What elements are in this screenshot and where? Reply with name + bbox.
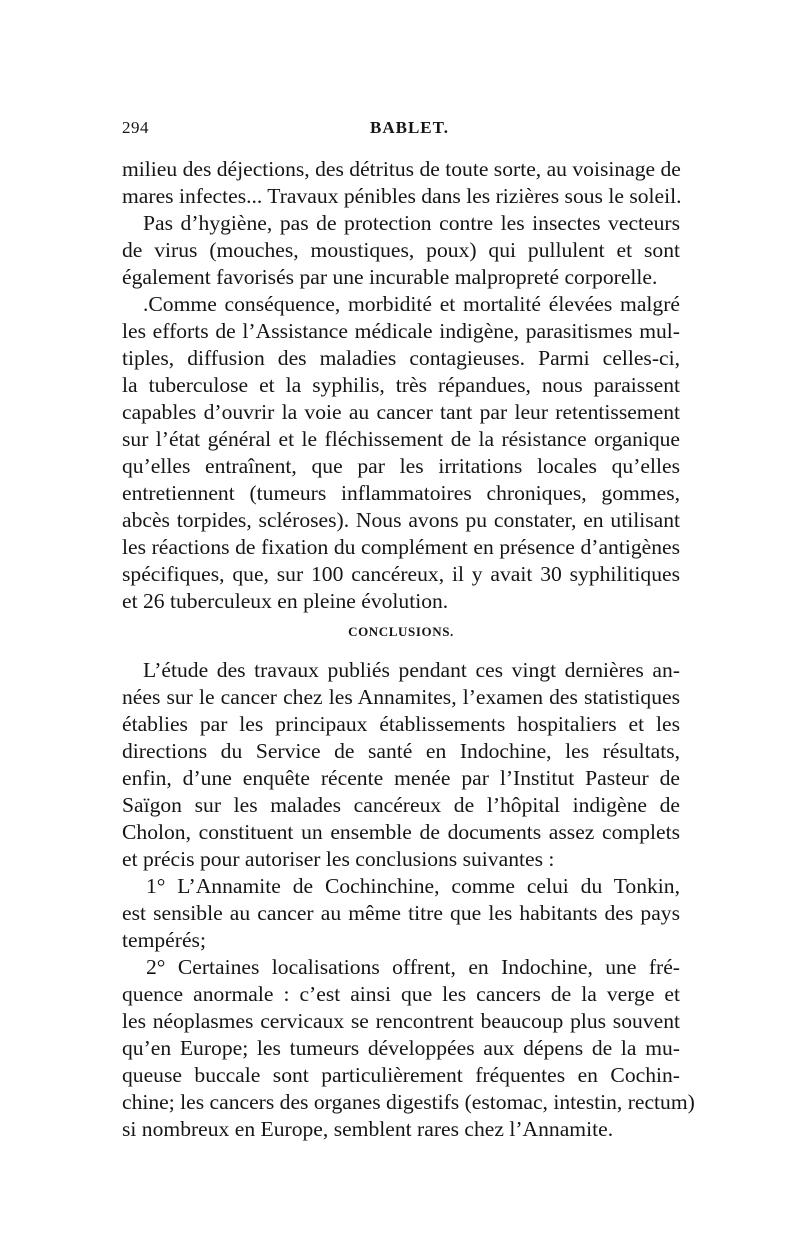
section-title: CONCLUSIONS. — [348, 624, 454, 639]
text-line: spécifiques, que, sur 100 cancéreux, il y avait 30 syphilitiques — [122, 562, 680, 586]
text-line: quence anormale : c’est ainsi que les cancers de la verge et — [122, 982, 680, 1006]
text-line: les réactions de fixation du complément en présence d’antigènes — [122, 535, 680, 559]
text-line: directions du Service de santé en Indochine, les résultats, — [122, 739, 680, 763]
text-line: queuse buccale sont particulièrement fréquentes en Cochin- — [122, 1063, 680, 1087]
page-number: 294 — [122, 118, 149, 137]
text-line: la tuberculose et la syphilis, très répandues, nous paraissent — [122, 373, 680, 397]
text-line: tempérés; — [122, 928, 206, 952]
text-line: qu’elles entraînent, que par les irritations locales qu’elles — [122, 454, 680, 478]
text-line: tiples, diffusion des maladies contagieuses. Parmi celles-ci, — [122, 346, 680, 370]
text-line: enfin, d’une enquête récente menée par l’Institut Pasteur de — [122, 766, 680, 790]
text-line: également favorisés par une incurable malpropreté corporelle. — [122, 265, 658, 289]
text-line: les efforts de l’Assistance médicale indigène, parasitismes mul- — [122, 319, 680, 343]
text-line: établies par les principaux établissements hospitaliers et les — [122, 712, 680, 736]
text-line: et précis pour autoriser les conclusions suivantes : — [122, 847, 555, 871]
text-line: de virus (mouches, moustiques, poux) qui pullulent et sont — [122, 238, 680, 262]
text-line: Saïgon sur les malades cancéreux de l’hôpital indigène de — [122, 793, 680, 817]
text-line: milieu des déjections, des détritus de toute sorte, au voisinage de — [122, 157, 681, 181]
text-line: abcès torpides, scléroses). Nous avons pu constater, en utilisant — [122, 508, 680, 532]
text-line: nées sur le cancer chez les Annamites, l’examen des statistiques — [122, 685, 680, 709]
text-line: les néoplasmes cervicaux se rencontrent beaucoup plus souvent — [122, 1009, 680, 1033]
text-line: 2° Certaines localisations offrent, en Indochine, une fré- — [146, 955, 680, 979]
text-line: est sensible au cancer au même titre que les habitants des pays — [122, 901, 680, 925]
text-line: chine; les cancers des organes digestifs (estomac, intestin, rectum) — [122, 1090, 695, 1114]
text-line: .Comme conséquence, morbidité et mortalité élevées malgré — [143, 292, 680, 316]
text-line: et 26 tuberculeux en pleine évolution. — [122, 589, 449, 613]
text-line: capables d’ouvrir la voie au cancer tant par leur retentissement — [122, 400, 680, 424]
text-line: 1° L’Annamite de Cochinchine, comme celui du Tonkin, — [146, 874, 680, 898]
text-line: sur l’état général et le fléchissement de la résistance organique — [122, 427, 680, 451]
text-line: Cholon, constituent un ensemble de documents assez complets — [122, 820, 680, 844]
text-line: Pas d’hygiène, pas de protection contre les insectes vecteurs — [143, 211, 680, 235]
running-head: BABLET. — [370, 118, 449, 137]
page-header — [122, 118, 680, 140]
text-line: qu’en Europe; les tumeurs développées aux dépens de la mu- — [122, 1036, 680, 1060]
text-line: entretiennent (tumeurs inflammatoires chroniques, gommes, — [122, 481, 680, 505]
text-line: mares infectes... Travaux pénibles dans les rizières sous le soleil. — [122, 184, 682, 208]
text-line: si nombreux en Europe, semblent rares chez l’Annamite. — [122, 1117, 614, 1141]
text-line: L’étude des travaux publiés pendant ces vingt dernières an- — [143, 658, 680, 682]
